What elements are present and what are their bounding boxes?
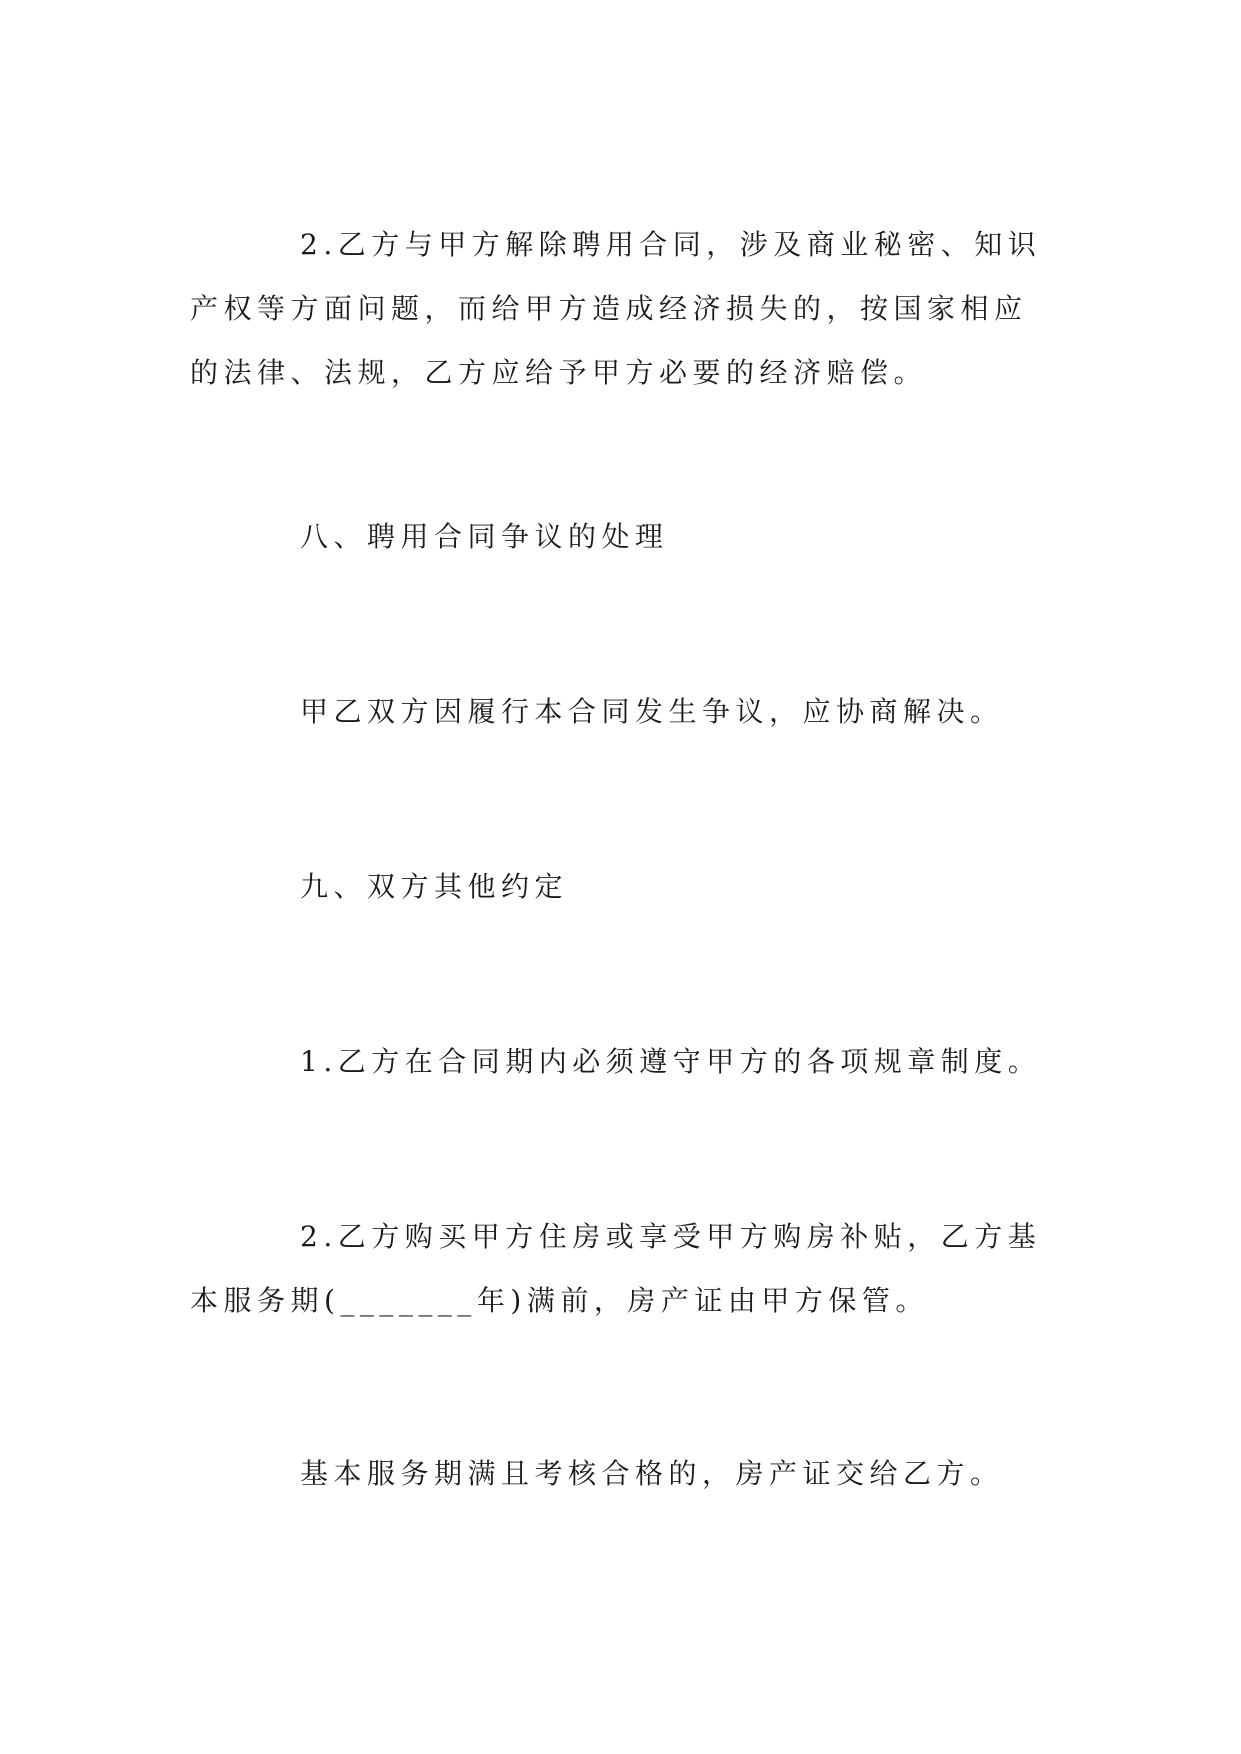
section-heading-9: 九、双方其他约定 (300, 870, 569, 903)
paragraph-clause-7-2: 2.乙方与甲方解除聘用合同，涉及商业秘密、知识产权等方面问题，而给甲方造成经济损失的，按国家相应的法律、法规，乙方应给予甲方必要的经济赔偿。 (190, 228, 1042, 389)
paragraph-clause-9-1: 1.乙方在合同期内必须遵守甲方的各项规章制度。 (300, 1045, 1042, 1078)
paragraph-dispute-resolution: 甲乙双方因履行本合同发生争议，应协商解决。 (300, 695, 1004, 728)
section-heading-8: 八、聘用合同争议的处理 (300, 520, 669, 553)
paragraph-certificate-handover: 基本服务期满且考核合格的，房产证交给乙方。 (300, 1457, 1004, 1490)
paragraph-clause-9-2: 2.乙方购买甲方住房或享受甲方购房补贴，乙方基本服务期(_______年)满前，房产证由甲方保管。 (190, 1220, 1042, 1317)
